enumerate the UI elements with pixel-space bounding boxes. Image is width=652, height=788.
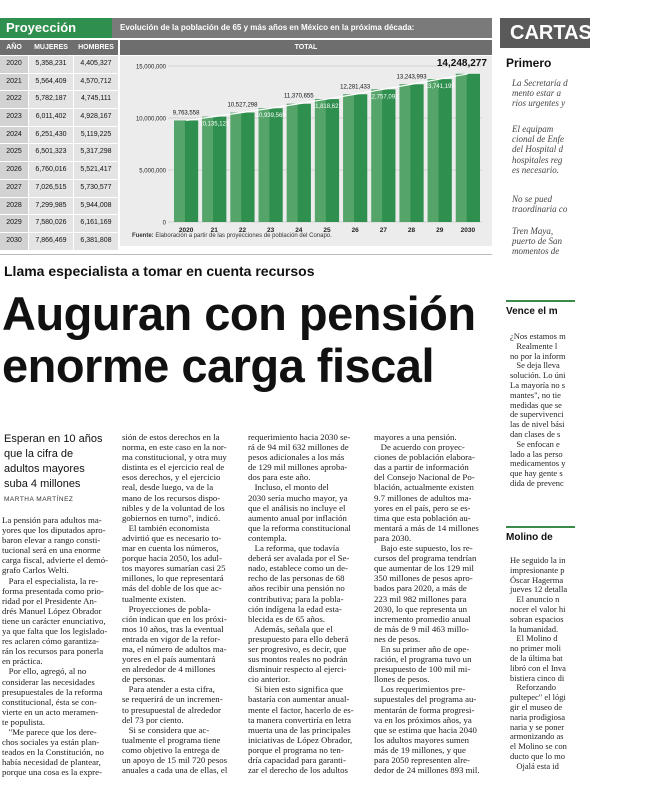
sidebar-letter-3: No se pued traordinaria co [512,194,568,215]
chart-bar-highlight [428,79,439,222]
men-cell: 4,745,111 [74,91,118,108]
men-cell: 4,570,712 [74,74,118,91]
article-subhead: Esperan en 10 años que la cifra de adultos mayores suba 4 millones [4,433,103,490]
population-chart [120,56,492,246]
data-label: 10,135,121 [199,121,230,128]
article-kicker: Llama especialista a tomar en cuenta recursos [4,263,315,279]
men-cell: 5,521,417 [74,162,118,179]
total-header: TOTAL [120,40,492,55]
chart-svg [120,56,492,246]
sidebar-divider [506,300,575,302]
women-cell: 5,564,409 [29,74,73,91]
year-cell: 2024 [0,127,28,144]
women-cell: 6,011,402 [29,109,73,126]
chart-source [132,233,332,239]
population-table [0,56,118,251]
y-tick-label: 0 [162,220,166,227]
table-row [0,162,118,180]
data-label: 11,370,655 [284,93,314,100]
data-label: 14,248,277 [436,57,487,69]
year-cell: 2028 [0,198,28,215]
y-tick-label: 15,000,000 [135,64,166,71]
chart-bar-highlight [399,84,410,222]
chart-bar-highlight [456,74,467,222]
article-column-2: sión de estos derechos en la norma, en este caso en la nor- ma constitucional, y otra muy distinta es el ejercicio real de esos derechos, y el ejercicio real, desde luego, va de la mano de los recursos dispo- nibles y de la voluntad de los gobiernos en turno", indicó. El también economista advirtió que es necesario to- mar en cuenta los números, porque hacia 2050, los adul- tos mayores sumarían casi 25 millones, lo que representará más del doble de los que ac- tualmente existen. Proyecciones de pobla- ción indican que en los próxi- mos 10 años, tras la eventual entrada en vigor de la refor- ma, el número de adultos ma- yores en el país aumentará en alrededor de 4 millones de personas. Para atender a esta cifra, se requerirá de un incremen- to presupuestal de alrededor del 73 por ciento. Si se considera que ac- tualmente el programa tiene como objetivo la entrega de un apoyo de 15 mil 720 pesos anuales a cada una de ellas, el [122,432,228,776]
column-header-year: AÑO [6,44,22,51]
men-cell: 5,730,577 [74,180,118,197]
sidebar-letter-4: Tren Maya, puerto de San momentos de [512,226,562,257]
sidebar-heading-3: Molino de [506,532,553,543]
article-column-3: requerimiento hacia 2030 se- rá de 94 mil 632 millones de pesos adicionales a los más de 129 mil millones aproba- dos para este año. Incluso, el monto del 2030 sería mucho mayor, ya que el análisis no incluye el aumento anual por inflación que la reforma constitucional contempla. La reforma, que todavía deberá ser avalada por el Se- nado, establece como un de- recho de las personas de 68 años recibir una pensión no contributiva; para la pobla- ción indígena la edad esta- blecida es de 65 años. Además, señala que el presupuesto para ello deberá ser progresivo, es decir, que sus montos reales no podrán disminuir respecto al ejerci- cio anterior. Si bien esto significa que bastaría con aumentar anual- mente el factor, hacerlo de es- ta manera convertiría en letra muerta una de las principales iniciativas de López Obrador, porque el programa no ten- dría capacidad para garanti- zar el derecho de los adultos [248,432,354,776]
x-tick-label: 22 [238,227,247,234]
data-label: 12,757,092 [368,94,399,101]
table-header [0,40,118,55]
sidebar-section-title: CARTAS [500,18,590,48]
data-label: 10,939,569 [255,113,286,120]
sidebar-heading-2: Vence el m [506,306,558,317]
section-label: Proyección [0,18,112,38]
chart-bar-highlight [174,120,185,222]
women-cell: 6,251,430 [29,127,73,144]
table-row [0,144,118,162]
year-cell: 2023 [0,109,28,126]
table-row [0,198,118,216]
women-cell: 6,760,016 [29,162,73,179]
year-cell: 2021 [0,74,28,91]
sidebar-divider [506,526,575,528]
women-cell: 5,358,231 [29,56,73,73]
data-label: 13,741,195 [424,84,455,91]
men-cell: 4,405,327 [74,56,118,73]
men-cell: 6,381,808 [74,233,118,250]
sidebar-letter-6: He seguido la in impresionante p Óscar Hagerma jueves 12 detalla El anuncio n nocer el valor hi sobran espacios la humanidad. El Molino d no primer moli de la última bat libró con el Inva bistiera cinco di Reforzando pultepec" el lógi gir el museo de naria prodigiosa naria y se poner armonizando as el Molino se con ducto que lo mo Ojalá esta id [510,555,568,771]
article-headline: Auguran con pensión enorme carga fiscal [2,287,476,392]
x-tick-label: 23 [267,227,275,234]
x-tick-label: 2020 [178,227,194,234]
table-row [0,127,118,145]
chart-title: Evolución de la población de 65 y más años en México en la próxima década: [120,23,415,32]
table-row [0,233,118,251]
women-cell: 5,782,187 [29,91,73,108]
article-byline: MARTHA MARTÍNEZ [4,496,74,503]
x-tick-label: 2030 [460,227,476,234]
men-cell: 5,317,298 [74,144,118,161]
year-cell: 2027 [0,180,28,197]
year-cell: 2029 [0,215,28,232]
y-tick-label: 10,000,000 [135,116,166,123]
x-tick-label: 21 [210,227,218,234]
men-cell: 6,161,169 [74,215,118,232]
divider [0,254,492,255]
source-label: Fuente: [132,233,154,239]
year-cell: 2022 [0,91,28,108]
sidebar-heading-1: Primero [506,56,552,70]
data-label: 9,763,558 [172,110,200,117]
women-cell: 7,299,985 [29,198,73,215]
article-column-1: La pensión para adultos ma- yores que los diputados apro- baron elevar a rango consti- tucional será en una enorme carga fiscal, advierte el demó- grafo Carlos Welti. Para el especialista, la re- forma presentada como prio- ridad por el Presidente An- drés Manuel López Obrador tiene un carácter enunciativo, ya que falta que los legislado- res aclaren cómo garantiza- rán los recursos para ponerla en práctica. Por ello, agregó, al no considerar las necesidades presupuestales de la reforma constitucional, ésta se con- vierte en un acto meramen- te populista. "Me parece que los dere- chos sociales ya están plan- teados en la Constitución, no había necesidad de plantear, porque una cosa es la expre- [2,515,109,778]
x-tick-label: 28 [407,227,416,234]
table-row [0,91,118,109]
x-tick-label: 26 [351,227,359,234]
y-tick-label: 5,000,000 [139,168,166,175]
column-header-women: MUJERES [34,44,68,51]
year-cell: 2025 [0,144,28,161]
letters-sidebar [500,0,592,788]
chart-bar-highlight [259,108,270,222]
x-tick-label: 24 [295,227,303,234]
women-cell: 6,501,323 [29,144,73,161]
sidebar-letter-1: La Secretaría d mento estar a rios urgentes y [512,78,568,109]
source-text: Elaboración a partir de las proyecciones de población del Conapo. [155,233,332,239]
men-cell: 5,119,225 [74,127,118,144]
year-cell: 2020 [0,56,28,73]
women-cell: 7,026,515 [29,180,73,197]
men-cell: 4,928,167 [74,109,118,126]
x-tick-label: 29 [436,227,444,234]
year-cell: 2030 [0,233,28,250]
chart-bar-highlight [315,99,326,222]
chart-bar-highlight [371,89,382,222]
chart-bar-highlight [202,117,213,222]
data-label: 13,243,993 [396,74,427,81]
population-infographic [0,18,492,246]
women-cell: 7,580,026 [29,215,73,232]
data-label: 10,527,298 [227,102,258,109]
article-column-4: mayores a una pensión. De acuerdo con proyec- ciones de población elabora- das a partir de información del Consejo Nacional de Po- blación, actualmente existen 9.7 millones de adultos ma- yores en el país, pero se es- tima que esta población au- mentará a más de 14 millones para 2030. Bajo este supuesto, los re- cursos del programa tendrían que aumentar de los 129 mil 350 millones de pesos apro- bados para 2020, a más de 223 mil 982 millones para 2030, lo que representa un incremento promedio anual de más de 9 mil 463 millo- nes de pesos. En su primer año de ope- ración, el programa tuvo un presupuesto de 100 mil mi- llones de pesos. Los requerimientos pre- supuestales del programa au- mentarán de forma progresi- va en los próximos años, ya que se estima que hacia 2040 los adultos mayores sumen más de 19 millones, y que para 2050 representen alre- dedor de 24 millones 893 mil. [374,432,480,776]
table-row [0,215,118,233]
table-row [0,56,118,74]
column-header-men: HOMBRES [78,44,114,51]
sidebar-letter-2: El equipam cional de Enfe del Hospital d hospitales reg es necesario. [512,124,564,175]
men-cell: 5,944,008 [74,198,118,215]
women-cell: 7,866,469 [29,233,73,250]
chart-bar-highlight [343,94,354,222]
table-row [0,74,118,92]
chart-bar-highlight [230,113,241,222]
table-row [0,109,118,127]
data-label: 12,281,433 [340,84,371,91]
x-tick-label: 27 [379,227,387,234]
x-tick-label: 25 [323,227,331,234]
data-label: 11,818,621 [312,104,342,111]
sidebar-letter-5: ¿Nos estamos m Realmente l no por la inform Se deja lleva solución. Lo úni La mayoría no s mantes", no tie medidas que se de supervivenci las de nivel bási dan clases de s Se enfocan e lado a las perso medicamentos y que hay gente s dida de prevenc [510,331,566,488]
year-cell: 2026 [0,162,28,179]
table-row [0,180,118,198]
chart-bar-highlight [287,104,298,222]
